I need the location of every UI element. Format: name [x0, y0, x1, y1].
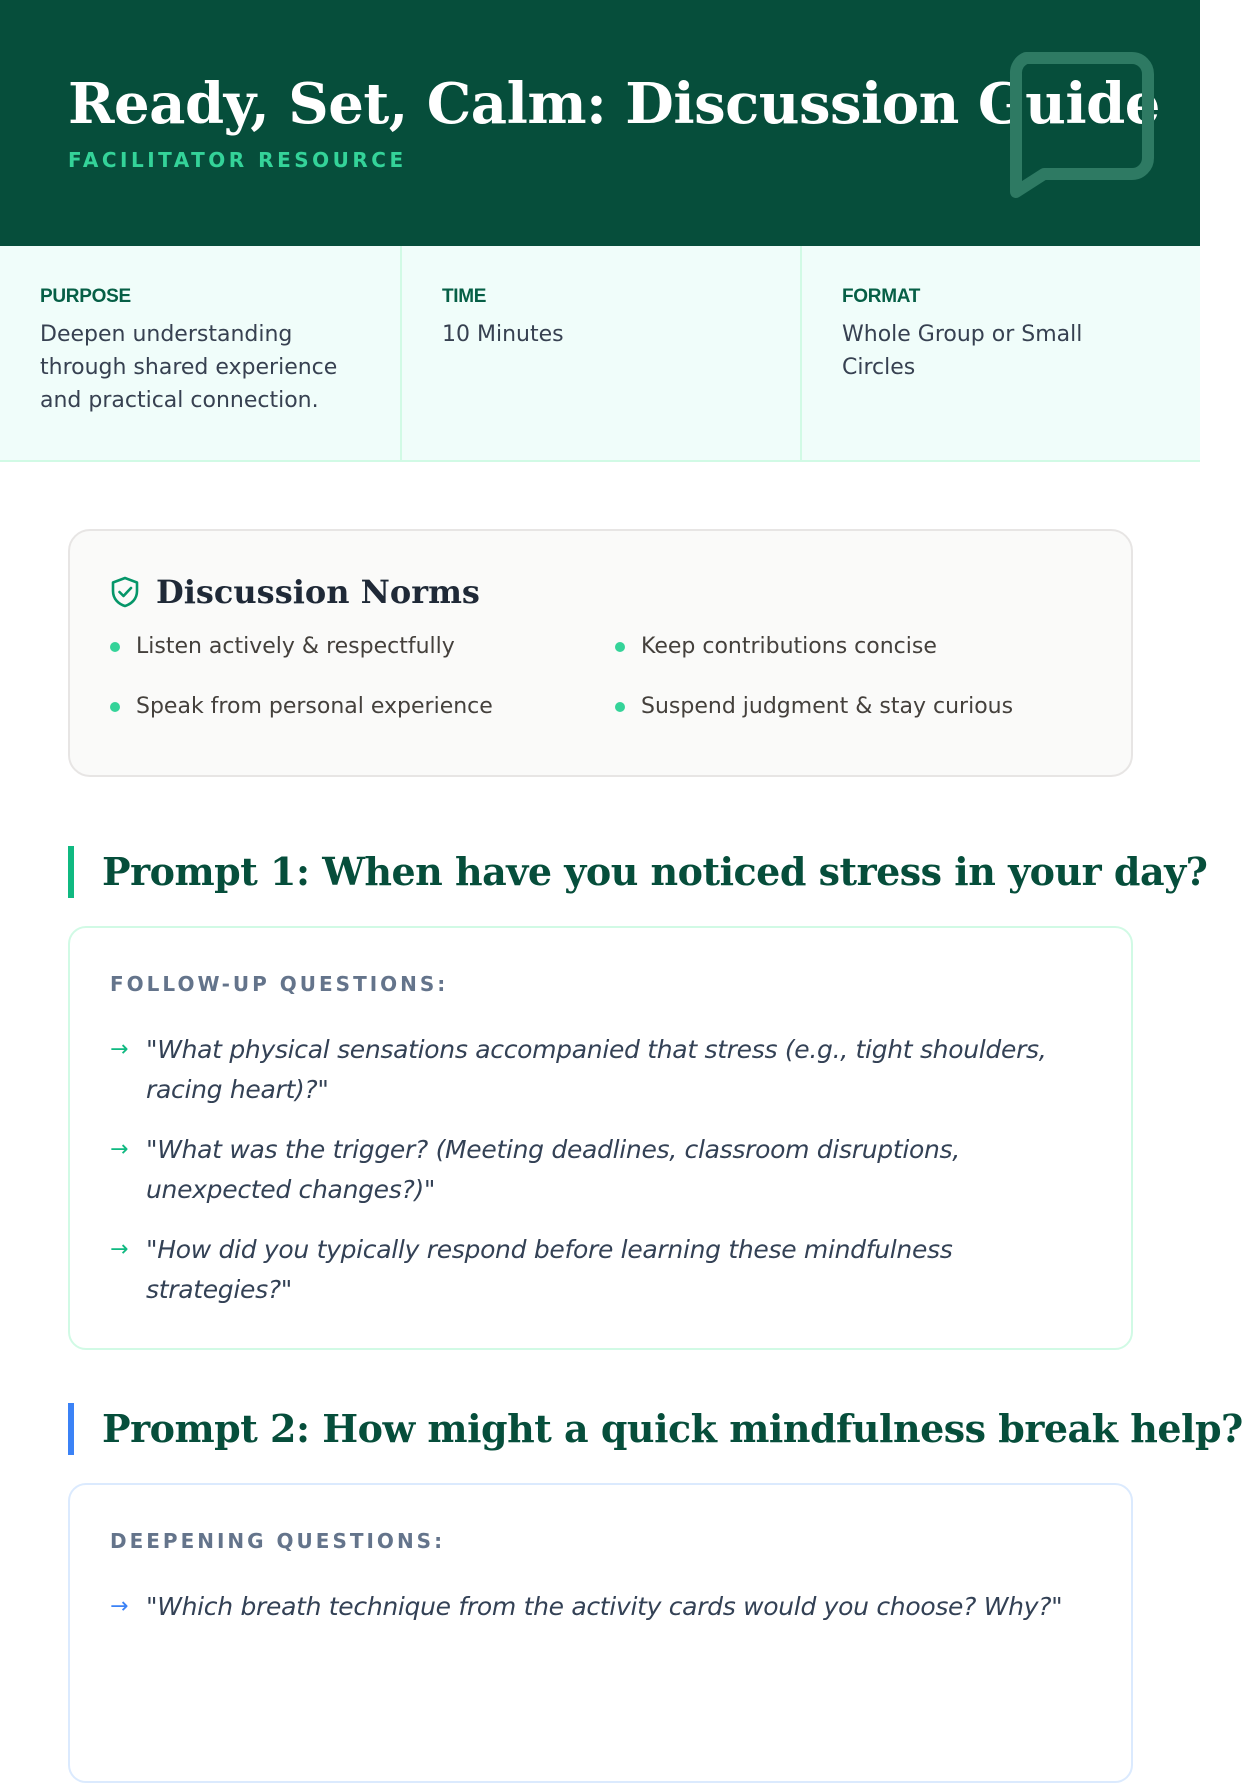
info-strip	[0, 246, 1200, 462]
arrow-right-icon: →	[110, 1137, 129, 1162]
arrow-right-icon: →	[110, 1037, 129, 1062]
prompt-1-heading	[68, 846, 1207, 898]
info-label: FORMAT	[842, 286, 921, 307]
norm-item	[110, 634, 455, 659]
info-format	[800, 246, 1200, 460]
info-time	[400, 246, 800, 460]
question-item	[110, 1230, 1090, 1310]
norm-text: Suspend judgment & stay curious	[641, 694, 1014, 719]
arrow-right-icon: →	[110, 1237, 129, 1262]
question-item	[110, 1587, 1090, 1627]
bullet-dot	[615, 702, 625, 712]
accent-bar	[68, 1403, 74, 1455]
norm-text: Listen actively & respectfully	[136, 634, 455, 659]
norm-item	[615, 634, 937, 659]
norm-item	[110, 694, 493, 719]
prompt-1-title: Prompt 1: When have you noticed stress in your day?	[102, 849, 1208, 894]
questions-label: DEEPENING QUESTIONS:	[110, 1529, 446, 1553]
bullet-dot	[110, 702, 120, 712]
question-text: "Which breath technique from the activity cards would you choose? Why?"	[146, 1592, 1063, 1621]
prompt-2-heading	[68, 1403, 1243, 1455]
prompt-2-title: Prompt 2: How might a quick mindfulness break help?	[102, 1406, 1243, 1451]
page-subtitle: FACILITATOR RESOURCE	[68, 148, 407, 172]
question-item	[110, 1130, 1090, 1210]
norms-title-text: Discussion Norms	[156, 573, 480, 611]
question-text: "What physical sensations accompanied that stress (e.g., tight shoulders, racing heart)?"	[146, 1035, 1047, 1104]
norm-text: Keep contributions concise	[641, 634, 937, 659]
norms-title	[110, 573, 480, 611]
info-value: 10 Minutes	[442, 322, 564, 347]
arrow-right-icon: →	[110, 1594, 129, 1619]
info-purpose	[0, 246, 400, 460]
question-text: "How did you typically respond before learning these mindfulness strategies?"	[146, 1235, 953, 1304]
shield-check-icon	[110, 576, 140, 608]
info-value: Deepen understanding through shared experience and practical connection.	[40, 322, 338, 413]
question-item	[110, 1030, 1090, 1110]
header	[0, 0, 1200, 246]
chat-bubble-icon	[1004, 52, 1154, 196]
info-value: Whole Group or Small Circles	[842, 322, 1083, 380]
page-title: Ready, Set, Calm: Discussion Guide	[68, 71, 1160, 137]
accent-bar	[68, 846, 74, 898]
prompt-2-questions-card	[68, 1483, 1133, 1783]
discussion-norms-card	[68, 529, 1133, 777]
norm-item	[615, 694, 1013, 719]
info-label: PURPOSE	[40, 286, 131, 307]
prompt-1-questions-card	[68, 926, 1133, 1350]
bullet-dot	[110, 642, 120, 652]
question-text: "What was the trigger? (Meeting deadlines, classroom disruptions, unexpected changes?)"	[146, 1135, 960, 1204]
bullet-dot	[615, 642, 625, 652]
info-label: TIME	[442, 286, 487, 307]
norm-text: Speak from personal experience	[136, 694, 493, 719]
questions-label: FOLLOW-UP QUESTIONS:	[110, 972, 449, 996]
